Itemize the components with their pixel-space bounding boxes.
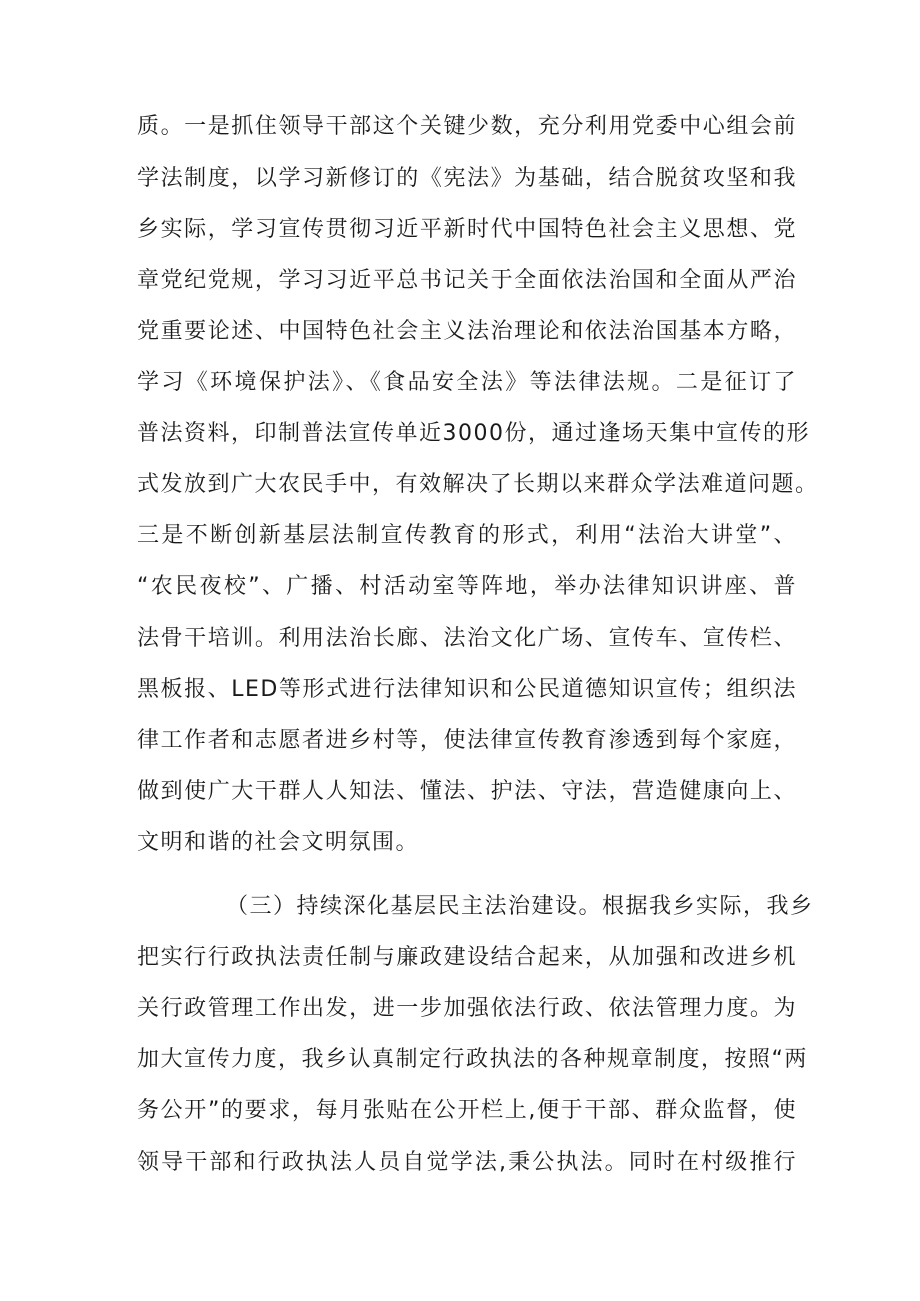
paragraph-line: 务公开”的要求，每月张贴在公开栏上,便于干部、群众监督，使 (137, 1098, 797, 1123)
paragraph-line: 质。一是抓住领导干部这个关键少数，充分利用党委中心组会前 (137, 114, 797, 139)
paragraph-line: 黑板报、LED等形式进行法律知识和公民道德知识宣传；组织法 (137, 677, 797, 702)
paragraph-line: 章党纪党规，学习习近平总书记关于全面依法治国和全面从严治 (137, 268, 797, 293)
section-heading-line: （三）持续深化基层民主法治建设。根据我乡实际，我乡 (226, 894, 814, 919)
paragraph-line: 学法制度，以学习新修订的《宪法》为基础，结合脱贫攻坚和我 (137, 166, 797, 191)
paragraph-line: 式发放到广大农民手中，有效解决了长期以来群众学法难道问题。 (137, 472, 819, 497)
paragraph-line: 学习《环境保护法》、《食品安全法》等法律法规。二是征订了 (137, 370, 797, 395)
paragraph-line: 把实行行政执法责任制与廉政建设结合起来，从加强和改进乡机 (137, 945, 797, 970)
paragraph-line: “农民夜校”、广播、村活动室等阵地，举办法律知识讲座、普 (137, 574, 797, 599)
paragraph-line: 党重要论述、中国特色社会主义法治理论和依法治国基本方略， (137, 319, 797, 344)
paragraph-line: 法骨干培训。利用法治长廊、法治文化广场、宣传车、宣传栏、 (137, 626, 797, 651)
paragraph-line: 领导干部和行政执法人员自觉学法,秉公执法。同时在村级推行 (137, 1150, 797, 1175)
paragraph-line: 文明和谐的社会文明氛围。 (137, 830, 420, 855)
paragraph-line: 乡实际，学习宣传贯彻习近平新时代中国特色社会主义思想、党 (137, 217, 797, 242)
paragraph-line: 加大宣传力度，我乡认真制定行政执法的各种规章制度，按照“两 (137, 1047, 808, 1072)
paragraph-line: 关行政管理工作出发，进一步加强依法行政、依法管理力度。为 (137, 996, 797, 1021)
paragraph-line: 做到使广大干群人人知法、懂法、护法、守法，营造健康向上、 (137, 779, 797, 804)
paragraph-line: 律工作者和志愿者进乡村等，使法律宣传教育渗透到每个家庭， (137, 728, 797, 753)
paragraph-line: 普法资料，印制普法宣传单近3000份，通过逢场天集中宣传的形 (137, 421, 810, 446)
paragraph-line: 三是不断创新基层法制宣传教育的形式，利用“法治大讲堂”、 (137, 523, 797, 548)
